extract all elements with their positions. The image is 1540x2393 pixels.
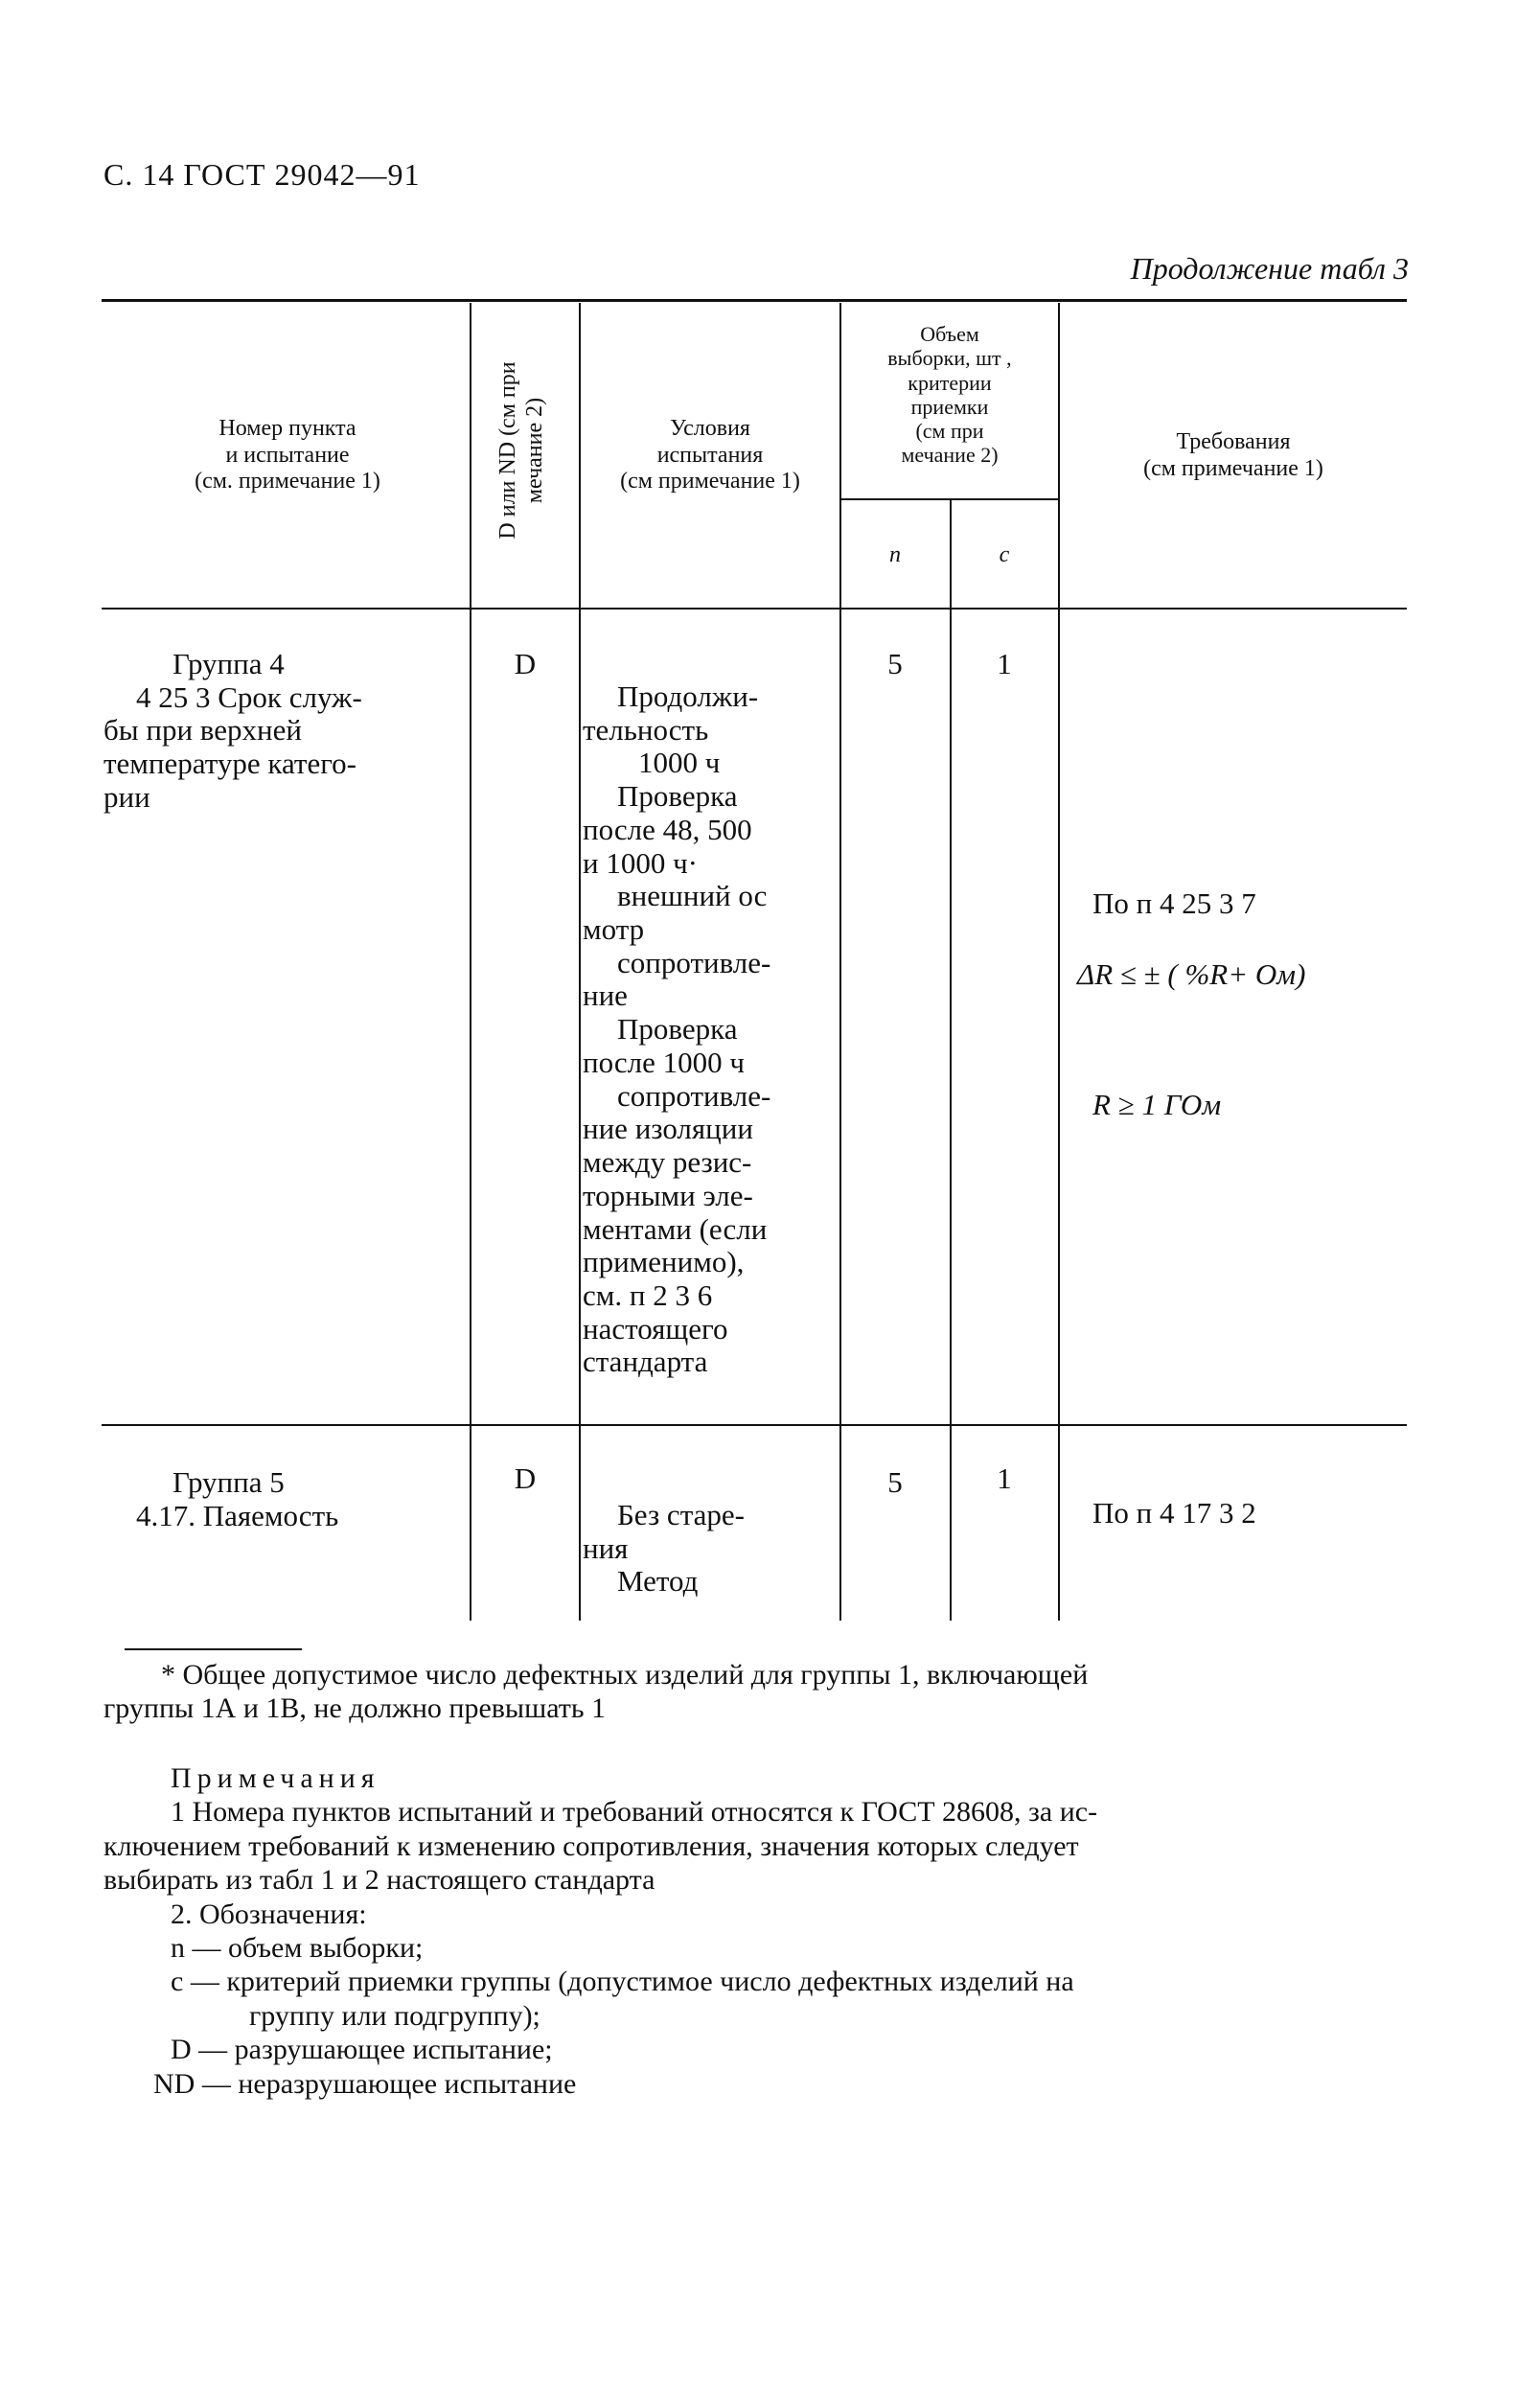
notes-line7: группу или подгруппу); xyxy=(249,1999,540,2032)
row2-n: 5 xyxy=(887,1465,903,1499)
col-divider-2 xyxy=(579,303,581,1621)
header-conditions-line3: (см примечание 1) xyxy=(620,469,800,495)
row1-item-line5: рии xyxy=(103,779,150,814)
header-requirements-line2: (см примечание 1) xyxy=(1143,455,1323,481)
notes-line6: c — критерий приемки группы (допустимое число дефектных изделий на xyxy=(171,1966,1074,1998)
row1-cond-line14: ние изоляции xyxy=(583,1112,753,1146)
header-requirements xyxy=(1060,429,1407,482)
row1-cond-line16: торными эле- xyxy=(583,1178,753,1212)
continuation-label: Продолжение табл 3 xyxy=(1130,251,1409,286)
notes-line1: 1 Номера пунктов испытаний и требований относятся к ГОСТ 28608, за ис- xyxy=(171,1796,1098,1829)
row2-item-line2: 4.17. Паяемость xyxy=(136,1498,339,1532)
row1-cond-line19: см. п 2 3 6 xyxy=(583,1277,713,1312)
row1-cond-line17: ментами (если xyxy=(583,1211,768,1246)
page-header: С. 14 ГОСТ 29042—91 xyxy=(103,157,421,192)
footnote-line1: * Общее допустимое число дефектных изделий для группы 1, включающей xyxy=(161,1659,1089,1691)
row1-cond-line7: внешний ос xyxy=(617,879,768,913)
row1-cond-line6: и 1000 ч· xyxy=(583,845,699,880)
row1-item-line4: температуре катего- xyxy=(103,747,356,781)
row1-cond-line15: между резис- xyxy=(583,1145,752,1180)
notes-line9: ND — неразрушающее испытание xyxy=(153,2067,577,2100)
notes-line4: 2. Обозначения: xyxy=(171,1898,367,1930)
col-divider-4 xyxy=(1058,303,1060,1621)
row2-item xyxy=(103,1466,468,1532)
footnote-line2: группы 1А и 1В, не должно превышать 1 xyxy=(103,1692,607,1725)
header-conditions-line1: Условия xyxy=(670,416,750,441)
row1-cond-line18: применимо), xyxy=(583,1245,745,1279)
row1-cond-line20: настоящего xyxy=(583,1311,728,1346)
row-divider xyxy=(102,1424,1407,1426)
header-n: n xyxy=(889,542,901,567)
row1-req-formula: ΔR ≤ ± ( %R+ Ом) xyxy=(1077,957,1306,991)
header-sample-line6: мечание 2) xyxy=(901,443,999,468)
col-divider-1 xyxy=(470,303,471,1621)
notes-line8: D — разрушающее испытание; xyxy=(171,2034,553,2066)
header-conditions-line2: испытания xyxy=(656,442,764,468)
row1-cond-line12: после 1000 ч xyxy=(583,1045,745,1079)
row1-cond-line3: 1000 ч xyxy=(638,746,721,780)
table-top-rule xyxy=(102,299,1407,302)
notes-line5: n — объем выборки; xyxy=(171,1931,424,1964)
row2-dnd: D xyxy=(514,1461,537,1495)
header-sample-line5: (см при xyxy=(915,419,984,444)
header-item-line1: Номер пункта xyxy=(218,416,356,441)
row1-dnd: D xyxy=(514,647,537,680)
notes-line3: выбирать из табл 1 и 2 настоящего стандарта xyxy=(103,1864,655,1897)
row1-item-line2: 4 25 3 Срок служ- xyxy=(136,679,362,714)
row1-item xyxy=(103,648,468,815)
row1-cond-line2: тельность xyxy=(583,712,709,747)
row2-cond-line3: Метод xyxy=(617,1564,699,1599)
row1-cond-line5: после 48, 500 xyxy=(583,812,752,846)
row1-req-ref: По п 4 25 3 7 xyxy=(1092,886,1256,920)
notes-line2: ключением требований к изменению сопротивления, значения которых следует xyxy=(103,1829,1079,1862)
header-conditions xyxy=(581,416,839,495)
row2-item-line1: Группа 5 xyxy=(172,1465,285,1499)
row1-n: 5 xyxy=(887,647,903,680)
header-dnd xyxy=(495,307,553,594)
header-dnd-line1: D или ND (см при xyxy=(495,361,520,540)
header-item xyxy=(105,416,470,495)
row1-conditions xyxy=(583,680,838,1379)
row2-req-ref: По п 4 17 3 2 xyxy=(1092,1496,1256,1530)
row2-conditions xyxy=(583,1499,838,1599)
header-sample-line4: приемки xyxy=(910,394,989,419)
row1-cond-line21: стандарта xyxy=(583,1345,708,1379)
header-dnd-line2: мечание 2) xyxy=(521,397,547,504)
col-divider-3 xyxy=(839,303,841,1621)
row2-cond-line1: Без старе- xyxy=(617,1498,745,1531)
header-sample-line2: выборки, шт , xyxy=(887,346,1012,371)
header-item-line3: (см. примечание 1) xyxy=(195,469,380,495)
row1-cond-line4: Проверка xyxy=(617,779,738,814)
row2-cond-line2: ния xyxy=(583,1530,629,1565)
row1-cond-line8: мотр xyxy=(583,912,645,947)
row1-req-insulation: R ≥ 1 ГОм xyxy=(1092,1088,1222,1121)
row1-cond-line1: Продолжи- xyxy=(617,679,759,713)
row1-cond-line9: сопротивле- xyxy=(617,945,771,979)
row1-cond-line11: Проверка xyxy=(617,1012,738,1047)
notes-title: Примечания xyxy=(171,1762,380,1794)
notes xyxy=(103,1761,1409,2101)
header-sample-line3: критерии xyxy=(908,370,992,395)
footnote xyxy=(103,1658,1409,1726)
footnote-rule xyxy=(125,1648,302,1650)
header-sample xyxy=(841,322,1058,468)
header-sample-line1: Объем xyxy=(920,322,979,346)
row1-c: 1 xyxy=(997,647,1012,680)
header-bottom-rule xyxy=(102,608,1407,610)
row2-c: 1 xyxy=(997,1461,1012,1495)
row1-item-line3: бы при верхней xyxy=(103,713,302,748)
row1-item-line1: Группа 4 xyxy=(172,647,285,680)
header-item-line2: и испытание xyxy=(225,442,350,468)
header-c: c xyxy=(999,542,1010,567)
header-requirements-line1: Требования xyxy=(1176,429,1291,454)
row1-cond-line13: сопротивле- xyxy=(617,1078,771,1113)
row1-cond-line10: ние xyxy=(583,978,628,1013)
